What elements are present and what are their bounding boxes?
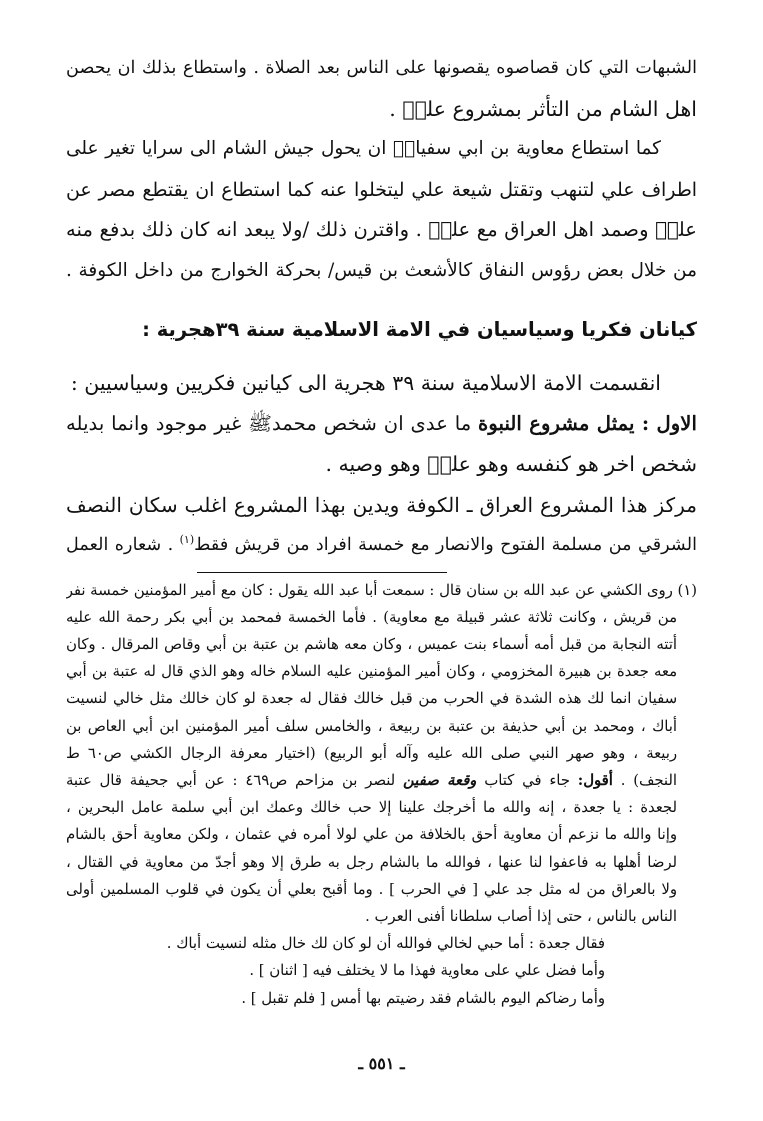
footnote-line-1: (١) روى الكشي عن عبد الله بن سنان قال : سمعت أبا عبد الله يقول : كان مع أمير المؤمنين خمسة نفر bbox=[66, 581, 697, 599]
paragraph-5-line-2 bbox=[66, 525, 697, 566]
footnote-separator bbox=[197, 572, 447, 573]
footnote-line-8 bbox=[66, 767, 697, 794]
footnote-line-10: وإنا والله ما نزعم أن معاوية أحق بالخلافة من علي لولا أمره في عثمان ، ولكن معاوية أحق بالشام bbox=[66, 826, 677, 844]
paragraph-5-line-2-after: . شعاره العمل bbox=[66, 535, 180, 555]
footnote-marker[interactable]: (١) bbox=[179, 533, 195, 547]
page-number: ـ ٥٥١ ـ bbox=[358, 1054, 405, 1073]
paragraph-2-line-1: كما استطاع معاوية بن ابي سفيانؑ ان يحول جيش الشام الى سرايا تغير على bbox=[66, 138, 661, 159]
paragraph-3-line: انقسمت الامة الاسلامية سنة ٣٩ هجرية الى كيانين فكريين وسياسيين : bbox=[70, 371, 661, 395]
paragraph-2-line-2: اطراف علي لتنهب وتقتل شيعة علي ليتخلوا عنه كما استطاع ان يقتطع مصر عن bbox=[66, 178, 697, 201]
footnote-quote-line-2: وأما فضل علي على معاوية فهذا ما لا يختلف فيه [ اثنان ] . bbox=[249, 962, 605, 980]
paragraph-2-line-3: عليؑ وصمد اهل العراق مع عليؑ . واقترن ذلك /ولا يبعد انه كان ذلك بدفع منه bbox=[66, 218, 697, 241]
footnote-line-4: معه جعدة بن هبيرة المخزومي ، وكان أمير المؤمنين عليه السلام خاله وهو الذي قال له عتبة بن أبي bbox=[66, 663, 677, 681]
footnote-line-8-mid: جاء في كتاب bbox=[476, 771, 578, 789]
footnote-quote-line-1: فقال جعدة : أما حبي لخالي فوالله أن لو كان لك خال مثله لنسيت أباك . bbox=[166, 935, 605, 953]
footnote bbox=[66, 577, 697, 1012]
paragraph-2-line-4: من خلال بعض رؤوس النفاق كالأشعث بن قيس/ بحركة الخوارج من داخل الكوفة . bbox=[66, 259, 697, 281]
paragraph-1-line-2: اهل الشام من التأثر بمشروع عليؑ . bbox=[389, 96, 697, 121]
paragraph-5-line-2-before: الشرقي من مسلمة الفتوح والانصار مع خمسة افراد من قريش فقط bbox=[194, 535, 697, 555]
footnote-line-8-after: لنصر بن مزاحم ص٤٦٩ : عن أبي جحيفة قال عتبة bbox=[66, 771, 404, 789]
footnote-line-12: ولا بالعراق من له مثل جد علي [ في الحرب ] . وما أقبح بعلي أن يكون في قلوب المسلمين أولى bbox=[66, 880, 677, 898]
footnote-line-7: ربيعة ، وهو صهر النبي صلى الله عليه وآله أبو الربيع) (اختيار معرفة الرجال الكشي ص٦٠ ط bbox=[66, 744, 678, 762]
paragraph-4-line-2: شخص اخر هو كنفسه وهو عليؑ وهو وصيه . bbox=[325, 452, 697, 476]
paragraph-1-line-1: الشبهات التي كان قصاصوه يقصونها على الناس بعد الصلاة . واستطاع بذلك ان يحصن bbox=[66, 58, 697, 78]
footnote-line-11: لرضا أهلها به فاعفوا لنا عنها ، فوالله ما بالشام رجل به طرق إلا وهو أجدّ من معاوية في القتال ، bbox=[66, 853, 677, 871]
section-title: كيانان فكريا وسياسيان في الامة الاسلامية سنة ٣٩هجرية : bbox=[142, 318, 697, 341]
footnote-line-13: الناس بالناس ، حتى إذا أصاب سلطانا أفنى العرب . bbox=[365, 907, 677, 925]
footnote-line-9: لجعدة : يا جعدة ، إنه والله ما أخرجك علينا إلا حب خالك وعمك ابن أبي سلمة عامل البحرين ، bbox=[66, 799, 677, 817]
paragraph-5-line-1: مركز هذا المشروع العراق ـ الكوفة ويدين بهذا المشروع اغلب سكان النصف bbox=[66, 492, 697, 517]
paragraph-4-line-1-rest: ما عدى ان شخص محمدﷺ غير موجود وانما بديله bbox=[66, 411, 479, 435]
footnote-aqul: أقول: bbox=[577, 771, 613, 789]
footnote-line-8-before: النجف) . bbox=[612, 771, 677, 789]
footnote-line-6: أباك ، ومحمد بن أبي حذيفة بن عتبة بن ربيعة ، والخامس سلف أمير المؤمنين ابن أبي العاص بن bbox=[66, 717, 677, 735]
paragraph-4-line-1 bbox=[66, 404, 697, 445]
footnote-book-title: وقعة صفين bbox=[403, 771, 477, 789]
footnote-quote-line-3: وأما رضاكم اليوم بالشام فقد رضيتم بها أمس [ فلم تقبل ] . bbox=[241, 989, 605, 1007]
footnote-line-5: سفيان انما لك هذه الشدة في الحرب من قبل خالك فقال له جعدة لو كان خالك مثل خالي لنسيت bbox=[66, 690, 677, 708]
paragraph-4-lead: الاول : يمثل مشروع النبوة bbox=[478, 411, 697, 435]
document-page bbox=[66, 48, 697, 1081]
footnote-line-2: من قريش ، وكانت ثلاثة عشر قبيلة مع معاوية) . فأما الخمسة فمحمد بن أبي بكر رحمة الله عليه bbox=[66, 608, 677, 626]
footnote-line-3: أتته النجابة من قبل أمه أسماء بنت عميس ، وكان معه هاشم بن عتبة بن أبي وقاص المرقال . وكان bbox=[66, 635, 677, 653]
